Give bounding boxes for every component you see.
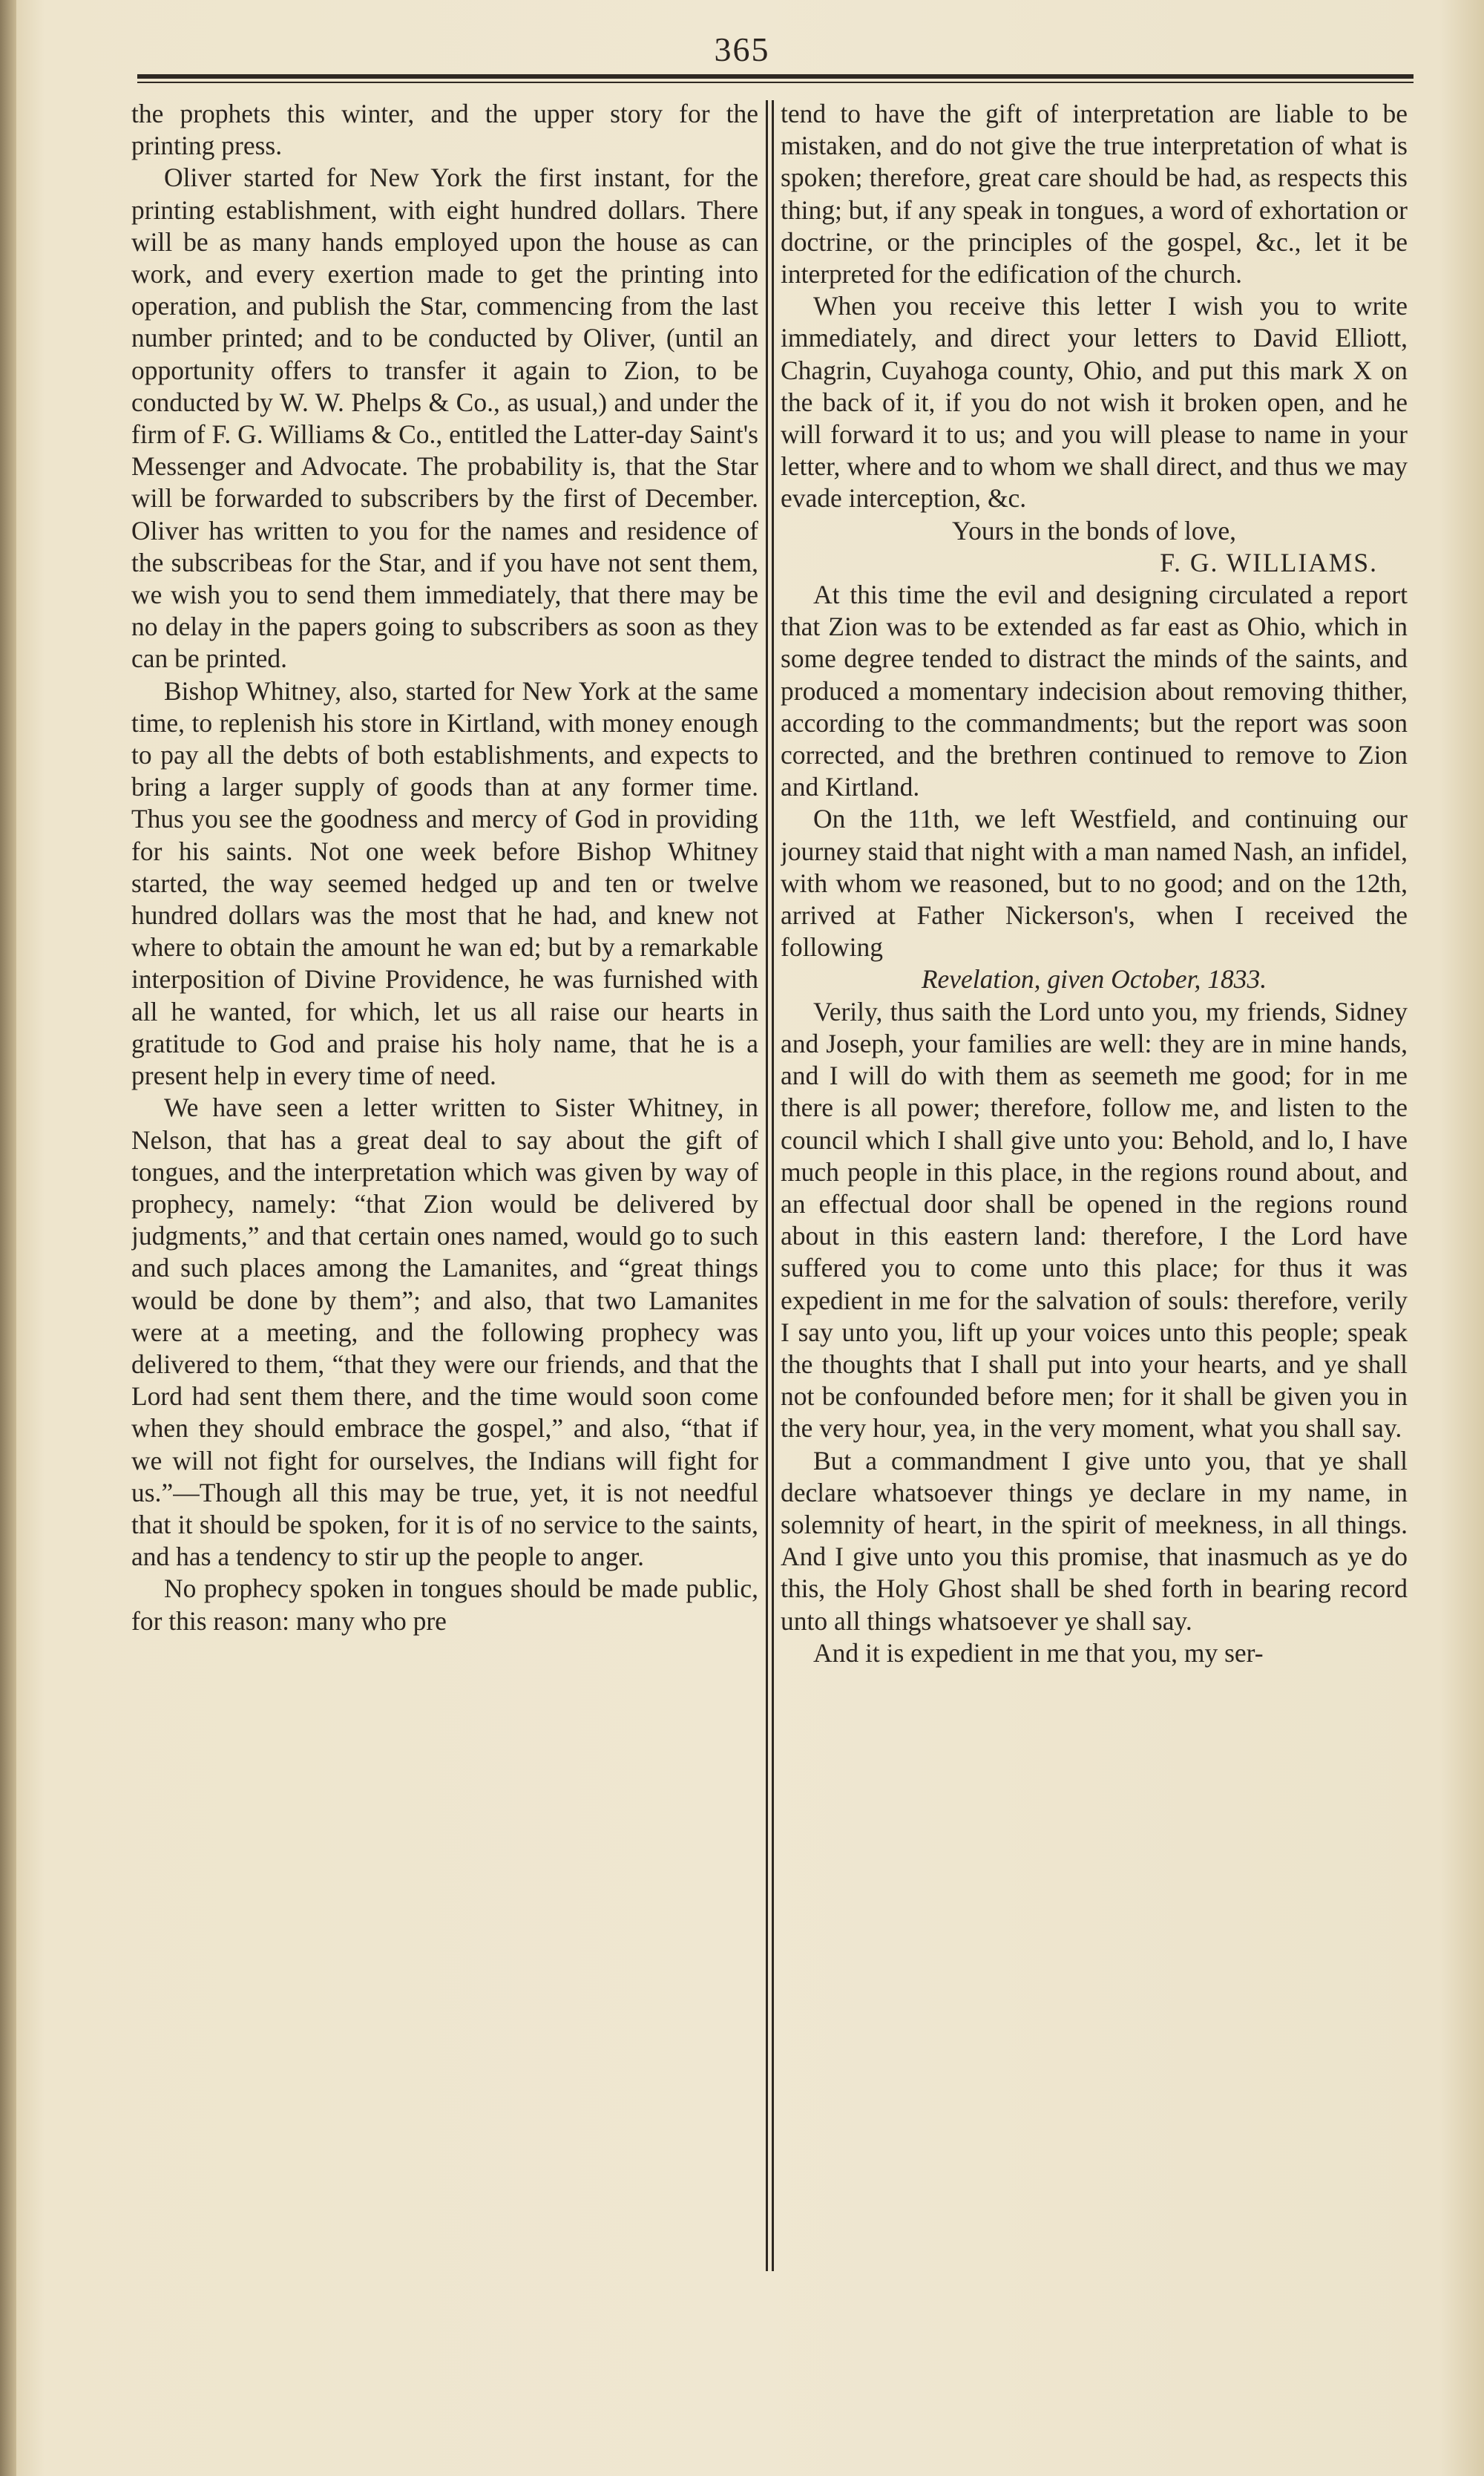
right-paragraph: But a commandment I give unto you, that ye shall declare whatsoever things ye declare in my name, in solemnity of heart, in the spirit of meekness, in all things. And I give unto you this promise, that inasmuch as ye do this, the Holy Ghost shall be shed forth in bearing record unto all things whatsoever ye shall say. <box>781 1445 1408 1636</box>
page-number: 365 <box>714 30 770 68</box>
right-paragraph: At this time the evil and designing circulated a report that Zion was to be extended as far east as Ohio, which in some degree tended to distract the minds of the saints, and produced a momentary indecision about removing thither, according to the commandments; but the report was soon corrected, and the brethren continued to remove to Zion and Kirtland. <box>781 580 1408 802</box>
left-paragraph: Bishop Whitney, also, started for New York at the same time, to replenish his store in Kirtland, with money enough to pay all the debts of both establishments, and expects to bring a larger supply of goods than at any former time. Thus you see the goodness and mercy of God in providing for his saints. Not one week before Bishop Whitney started, the way seemed hedged up and ten or twelve hundred dollars was the most that he had, and knew not where to obtain the amount he wan ed; but by a remarkable interposition of Divine Providence, he was furnished with all he wanted, for which, let us all raise our hearts in gratitude to God and praise his holy name, that he is a present help in every time of need. <box>131 675 758 1091</box>
right-paragraph: When you receive this letter I wish you to write immediately, and direct your letters to David Elliott, Chagrin, Cuyahoga county, Ohio, and put this mark X on the back of it, if you do not wish it broken open, and he will forward it to us; and you will please to name in your letter, where and to whom we shall direct, and thus we may evade interception, &c. <box>781 291 1408 514</box>
left-paragraph: We have seen a letter written to Sister Whitney, in Nelson, that has a great deal to say about the gift of tongues, and the interpretation which was given by way of prophecy, namely: “that Zion would be delivered by judgments,” and that certain ones named, would go to such and such places among the Lamanites, and “great things would be done by them”; and also, that two Lamanites were at a meeting, and the following prophecy was delivered to them, “that they were our friends, and that the Lord had sent them there, and the time would soon come when they should embrace the gospel,” and also, “that if we will not fight for ourselves, the Indians will fight for us.”—Though all this may be true, yet, it is not needful that it should be spoken, for it is of no service to the saints, and has a tendency to stir up the people to anger. <box>131 1093 758 1572</box>
header-rule-thin <box>137 82 1414 83</box>
header-rule-thick <box>137 74 1414 79</box>
right-paragraph: Verily, thus saith the Lord unto you, my friends, Sidney and Joseph, your families are well: they are in mine hands, and I will do with them as seemeth me good; for in me there is all power; therefore, follow me, and listen to the council which I shall give unto you: Behold, and lo, I have much people in this place, in the regions round about, and an effectual door shall be opened in the regions round about in this eastern land: therefore, I the Lord have suffered you to come unto this place; for thus it was expedient in me for the salvation of souls: therefore, verily I say unto you, lift up your voices unto this people; speak the thoughts that I shall put into your hearts, and ye shall not be confounded before men; for it shall be given you in the very hour, yea, in the very moment, what you shall say. <box>781 996 1408 1444</box>
column-divider-right-rule <box>772 100 774 2271</box>
right-paragraph: And it is expedient in me that you, my ser- <box>813 1637 1264 1668</box>
column-divider-left-rule <box>766 100 768 2271</box>
letter-closing: Yours in the bonds of love, <box>952 515 1236 546</box>
left-paragraph: the prophets this winter, and the upper story for the printing press. <box>131 99 758 161</box>
left-column <box>131 98 758 2265</box>
letter-signature: F. G. WILLIAMS. <box>1160 547 1378 577</box>
right-paragraph: On the 11th, we left Westfield, and continuing our journey staid that night with a man named Nash, an infidel, with whom we reasoned, but to no good; and on the 12th, arrived at Father Nickerson's, when I received the following <box>781 804 1408 963</box>
left-paragraph: Oliver started for New York the first instant, for the printing establishment, with eight hundred dollars. There will be as many hands employed upon the house as can work, and every exertion made to get the printing into operation, and publish the Star, commencing from the last number printed; and to be conducted by Oliver, (until an opportunity offers to transfer it again to Zion, to be conducted by W. W. Phelps & Co., as usual,) and under the firm of F. G. Williams & Co., entitled the Latter-day Saint's Messenger and Advocate. The probability is, that the Star will be forwarded to subscribers by the first of December. Oliver has written to you for the names and residence of the subscribeas for the Star, and if you have not sent them, we wish you to send them immediately, that there may be no delay in the papers going to subscribers as soon as they can be printed. <box>131 163 758 674</box>
right-column <box>781 98 1408 2265</box>
revelation-heading: Revelation, given October, 1833. <box>921 964 1267 995</box>
left-paragraph: No prophecy spoken in tongues should be made public, for this reason: many who pre <box>131 1573 758 1636</box>
right-paragraph: tend to have the gift of interpretation are liable to be mistaken, and do not give the true interpretation of what is spoken; therefore, great care should be had, as respects this thing; but, if any speak in tongues, a word of exhortation or doctrine, or the principles of the gospel, &c., let it be interpreted for the edification of the church. <box>781 99 1408 289</box>
page-binding-edge <box>0 0 16 2476</box>
